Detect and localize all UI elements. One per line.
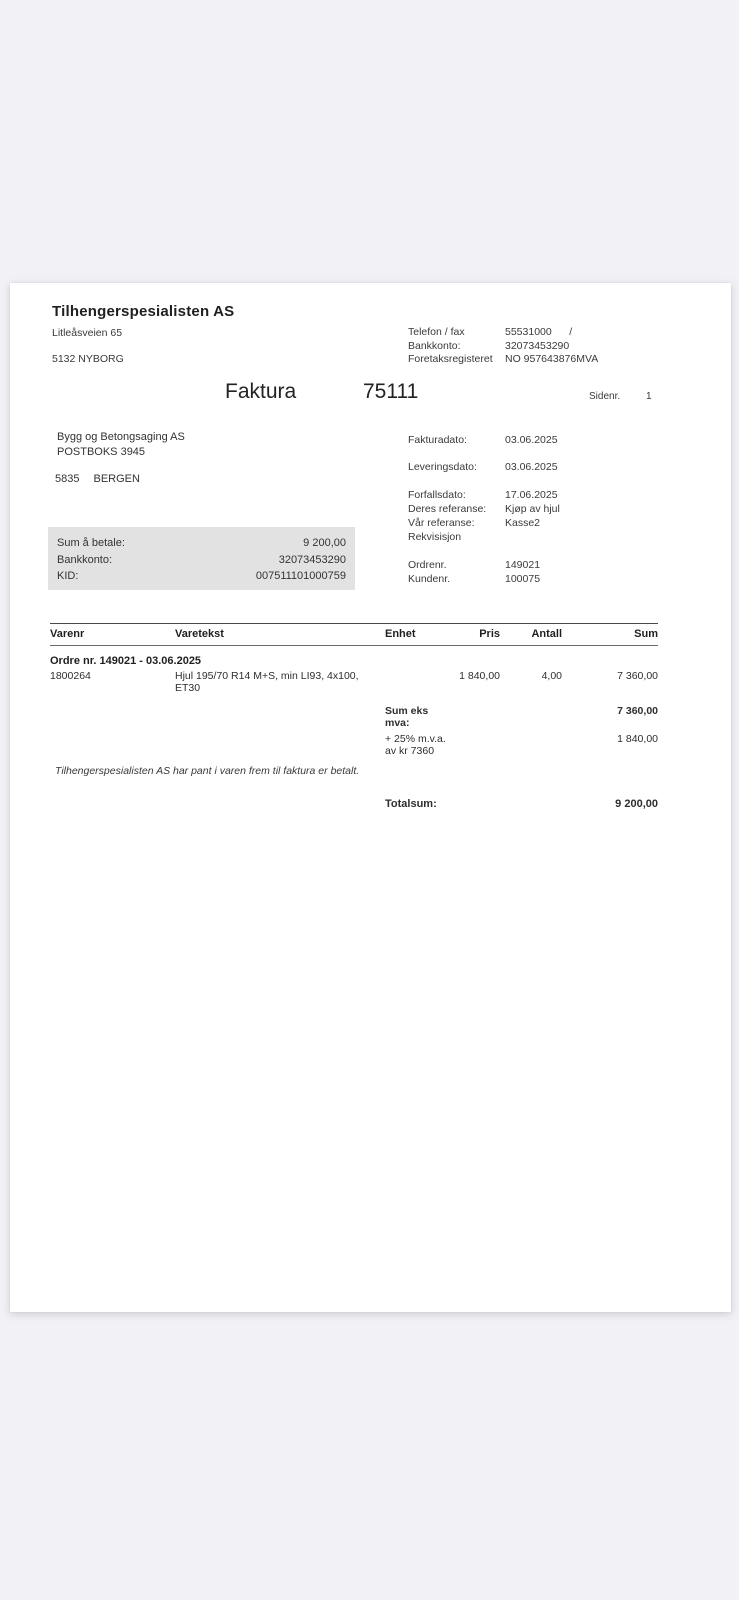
paybox-row-amount-due <box>57 535 346 552</box>
item-antall: 4,00 <box>541 670 562 682</box>
table-row <box>50 670 658 694</box>
total-value: 9 200,00 <box>615 798 658 810</box>
customer-number-label: Kundenr. <box>408 573 451 585</box>
header-enhet: Enhet <box>385 628 416 640</box>
meta-row-customer-number <box>408 573 540 587</box>
item-varenr: 1800264 <box>50 670 91 682</box>
sender-contact-block <box>408 326 598 367</box>
sender-postal: 5132 NYBORG <box>52 353 124 365</box>
header-antall: Antall <box>531 628 562 640</box>
due-date-value: 17.06.2025 <box>505 489 558 501</box>
kid-value: 007511101000759 <box>255 570 346 582</box>
page-number-value: 1 <box>646 391 652 402</box>
customer-zip: 5835 <box>55 473 80 485</box>
page-number-label: Sidenr. <box>589 391 621 402</box>
contact-row-registry <box>408 353 598 367</box>
paybox-bank-value: 32073453290 <box>278 553 346 566</box>
header-sum: Sum <box>634 628 658 640</box>
invoice-number: 75111 <box>363 380 419 403</box>
header-pris: Pris <box>479 628 500 640</box>
amount-due-value: 9 200,00 <box>303 537 346 549</box>
line-items-table <box>50 623 658 810</box>
meta-row-order-number <box>408 559 540 573</box>
header-varetekst: Varetekst <box>175 628 224 640</box>
vat-value: 1 840,00 <box>617 733 658 745</box>
invoice-date-value: 03.06.2025 <box>505 434 558 446</box>
your-reference-label: Deres referanse: <box>408 503 487 515</box>
amount-due-label: Sum å betale: <box>57 537 125 549</box>
subtotal-row-ex-vat <box>50 705 658 729</box>
requisition-label: Rekvisisjon <box>408 531 462 543</box>
header-varenr: Varenr <box>50 628 85 640</box>
phone-label: Telefon / fax <box>408 326 465 338</box>
payment-summary-box <box>48 527 355 590</box>
meta-row-due-date <box>408 489 558 503</box>
paybox-row-bank-account <box>57 552 346 569</box>
vat-label: + 25% m.v.a. av kr 7360 <box>385 733 446 757</box>
paybox-bank-label: Bankkonto: <box>57 553 113 566</box>
customer-city: BERGEN <box>93 473 140 485</box>
kid-label: KID: <box>57 570 79 582</box>
sender-name: Tilhengerspesialisten AS <box>52 303 235 320</box>
customer-name: Bygg og Betongsaging AS <box>57 431 185 443</box>
total-label: Totalsum: <box>385 798 437 810</box>
delivery-date-value: 03.06.2025 <box>505 461 558 473</box>
customer-zip-city <box>55 473 140 485</box>
document-type-title: Faktura <box>225 380 297 403</box>
paybox-row-kid <box>57 568 346 585</box>
customer-number-value: 100075 <box>505 573 541 585</box>
delivery-date-label: Leveringsdato: <box>408 461 477 473</box>
order-number-label: Ordrenr. <box>408 559 447 571</box>
order-number-value: 149021 <box>505 559 541 571</box>
meta-row-our-reference <box>408 517 540 531</box>
item-varetekst: Hjul 195/70 R14 M+S, min LI93, 4x100, ET30 <box>175 670 359 694</box>
total-row <box>50 798 658 810</box>
invoice-page <box>10 283 731 1312</box>
due-date-label: Forfallsdato: <box>408 489 466 501</box>
table-header-rule <box>50 645 658 646</box>
bank-value: 32073453290 <box>505 339 570 352</box>
order-group-title: Ordre nr. 149021 - 03.06.2025 <box>50 655 202 667</box>
meta-row-invoice-date <box>408 434 558 448</box>
your-reference-value: Kjøp av hjul <box>505 503 560 515</box>
subtotal-row-vat <box>50 733 658 757</box>
our-reference-value: Kasse2 <box>505 517 541 529</box>
contact-row-bank <box>408 340 598 354</box>
item-pris: 1 840,00 <box>459 670 500 682</box>
registry-label: Foretaksregisteret <box>408 353 493 365</box>
meta-row-delivery-date <box>408 461 558 475</box>
phone-value: 55531000 / <box>505 326 573 338</box>
subtotal-ex-vat-label: Sum eks mva: <box>385 705 429 729</box>
invoice-date-label: Fakturadato: <box>408 434 467 446</box>
table-header-row <box>50 624 658 645</box>
our-reference-label: Vår referanse: <box>408 517 475 529</box>
contact-row-phone <box>408 326 598 340</box>
retention-of-title-note: Tilhengerspesialisten AS har pant i varen frem til faktura er betalt. <box>55 765 360 777</box>
bank-label: Bankkonto: <box>408 339 461 352</box>
customer-address: POSTBOKS 3945 <box>57 446 146 458</box>
meta-row-your-reference <box>408 503 560 517</box>
subtotal-ex-vat-value: 7 360,00 <box>617 705 658 717</box>
sender-address: Litleåsveien 65 <box>52 327 123 339</box>
meta-row-requisition <box>408 531 505 545</box>
registry-value: NO 957643876MVA <box>505 353 599 365</box>
item-sum: 7 360,00 <box>617 670 658 682</box>
